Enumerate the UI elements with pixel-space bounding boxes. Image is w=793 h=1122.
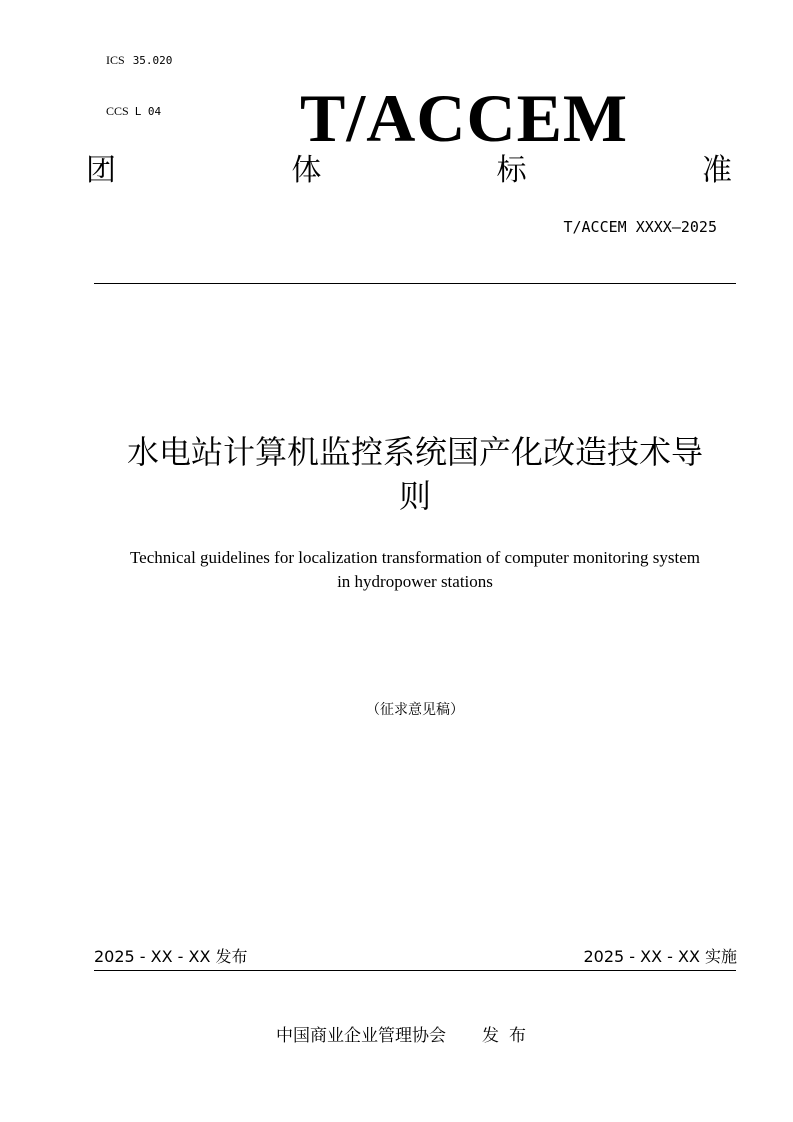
english-title-line-2: in hydropower stations (337, 572, 493, 591)
ccs-label: CCS (106, 104, 129, 118)
standard-type (86, 152, 732, 190)
draft-status: （征求意见稿） (366, 702, 464, 718)
ics-label: ICS (106, 53, 125, 67)
publisher-name: 中国商业企业管理协会 (276, 1026, 446, 1046)
implementation-date: 2025 - XX - XX 实施 (583, 947, 737, 966)
ics-line (94, 39, 172, 82)
ccs-code: L 04 (134, 105, 162, 118)
ics-code: 35.020 (132, 54, 173, 67)
header-divider (94, 283, 736, 284)
chinese-title-line-2: 则 (398, 477, 431, 515)
standard-type-char-1: 团 (86, 153, 116, 188)
classification-block (94, 39, 172, 133)
standard-number: T/ACCEM XXXX—2025 (563, 218, 717, 236)
footer-divider (94, 970, 736, 971)
ccs-line (94, 90, 172, 133)
standard-type-char-2: 体 (291, 153, 322, 188)
standard-type-char-3: 标 (496, 153, 527, 188)
standard-type-char-4: 准 (701, 153, 732, 188)
organization-logo: T/ACCEM (300, 80, 629, 156)
english-title-line-1: Technical guidelines for localization transformation of computer monitoring system (129, 548, 701, 567)
english-title (90, 546, 740, 594)
chinese-title-line-1: 水电站计算机监控系统国产化改造技术导 (126, 433, 703, 471)
publisher-line (0, 1024, 793, 1048)
publish-action: 发布 (482, 1026, 536, 1046)
chinese-title (80, 430, 750, 518)
issue-date: 2025 - XX - XX 发布 (94, 947, 248, 966)
